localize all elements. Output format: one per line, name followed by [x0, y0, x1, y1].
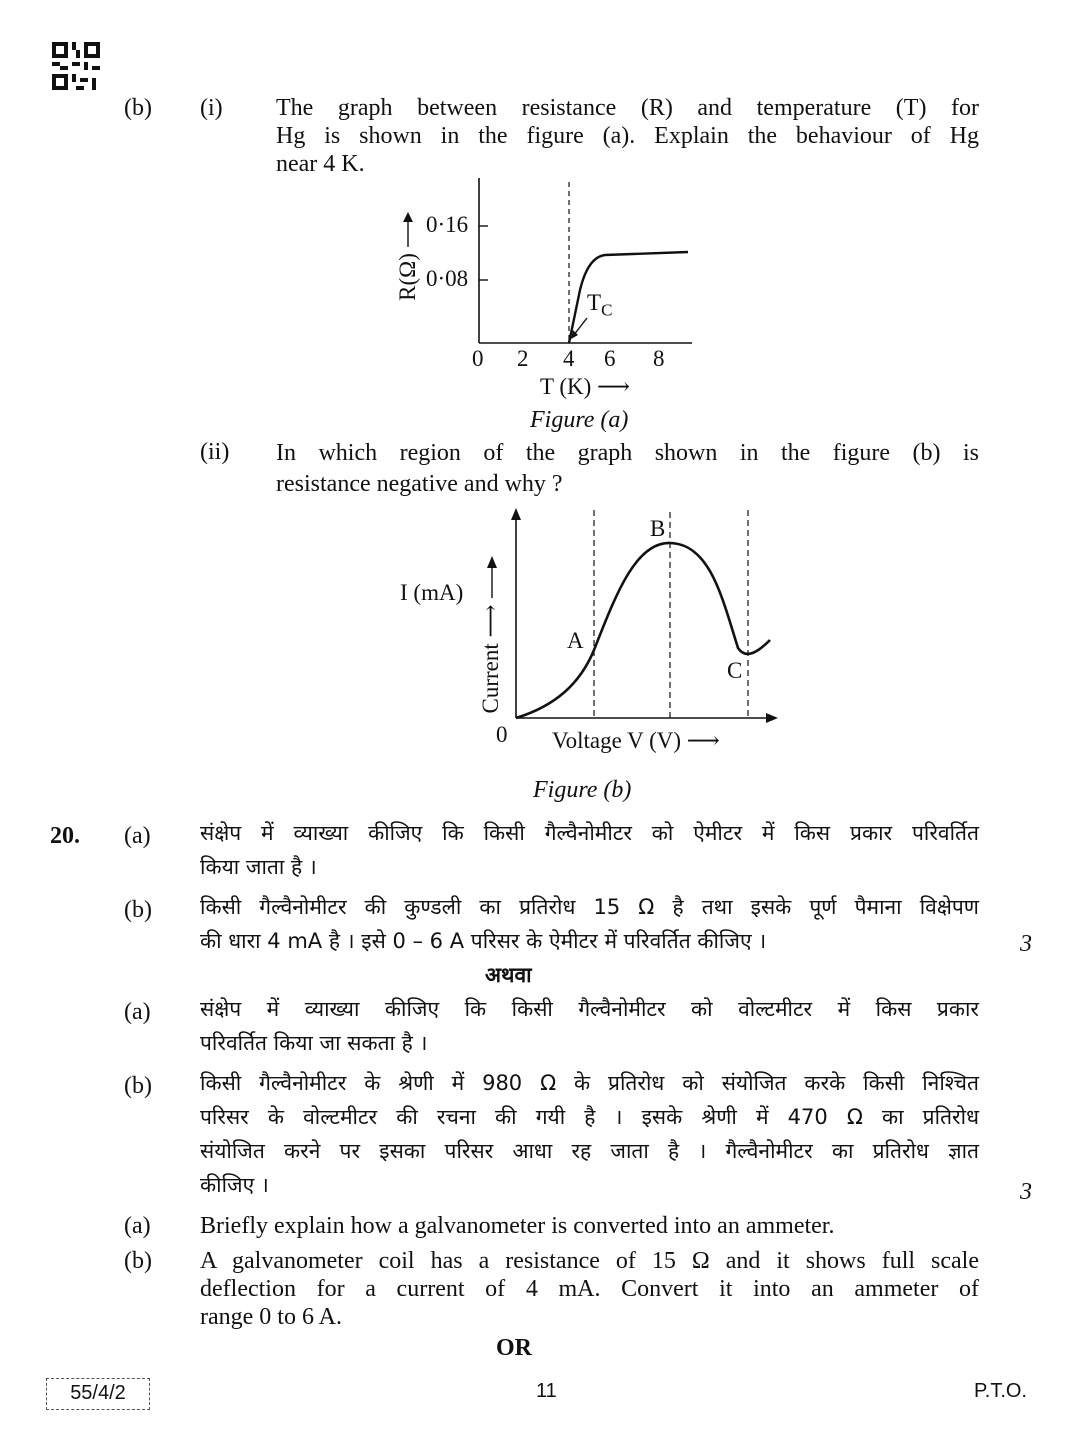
footer-code-box [46, 1378, 150, 1410]
part-label: (a) [124, 999, 151, 1025]
text-line: deflection for a current of 4 mA. Convert it into an ammeter of [200, 1276, 979, 1302]
text-line: किसी गैल्वैनोमीटर के श्रेणी में 980 Ω के प्रतिरोध को संयोजित करके किसी निश्चित [200, 1071, 979, 1095]
page-number: 11 [536, 1380, 557, 1402]
x-axis-label: T (K) ⟶ [540, 374, 631, 399]
text-line: In which region of the graph shown in the figure (b) is [276, 440, 979, 466]
x-tick-label: 6 [604, 346, 616, 371]
hindi-text [200, 816, 979, 884]
text-line: Hg is shown in the figure (a). Explain the behaviour of Hg [276, 123, 979, 149]
text-line: near 4 K. [276, 151, 365, 177]
x-axis-label: Voltage V (V) ⟶ [552, 728, 720, 753]
part-label: (a) [124, 823, 151, 849]
question-number: 20. [50, 823, 80, 849]
figure-b [390, 502, 790, 764]
hindi-text [200, 890, 979, 958]
marks: 3 [1020, 931, 1032, 957]
x-tick-label: 0 [472, 346, 484, 371]
text-line: की धारा 4 mA है । इसे 0 – 6 A परिसर के ऐमीटर में परिवर्तित कीजिए । [200, 929, 767, 953]
unit-label: I (mA) [400, 580, 464, 605]
question-text: Briefly explain how a galvanometer is converted into an ammeter. [200, 1213, 835, 1239]
or-separator: OR [496, 1335, 532, 1361]
footer-code: 55/4/2 [70, 1382, 126, 1404]
hindi-text [200, 992, 979, 1060]
y-tick-label: 0·08 [426, 266, 469, 291]
text-line: range 0 to 6 A. [200, 1304, 342, 1330]
x-tick-label: 2 [517, 346, 529, 371]
text-line: संयोजित करने पर इसका परिसर आधा रह जाता है । गैल्वैनोमीटर का प्रतिरोध ज्ञात [200, 1139, 979, 1163]
critical-temperature-annotation [587, 290, 612, 321]
origin-label: 0 [496, 722, 508, 747]
qr-code-icon [52, 42, 100, 90]
text-line: कीजिए । [200, 1173, 269, 1197]
x-tick-label: 4 [563, 346, 575, 371]
part-label: (a) [124, 1213, 151, 1239]
y-tick-label: 0·16 [426, 212, 469, 237]
marks: 3 [1020, 1179, 1032, 1205]
text-line: resistance negative and why ? [276, 471, 563, 497]
part-label: (b) [124, 1073, 152, 1099]
text-line: किसी गैल्वैनोमीटर की कुण्डली का प्रतिरोध 15 Ω है तथा इसके पूर्ण पैमाना विक्षेपण [200, 895, 979, 919]
text-line: The graph between resistance (R) and temperature (T) for [276, 95, 979, 121]
figure-b-graph [390, 502, 790, 764]
part-label: (b) [124, 897, 152, 923]
part-label: (b) [124, 95, 152, 121]
question-text [276, 94, 979, 178]
x-tick-label: 8 [653, 346, 665, 371]
part-label: (b) [124, 1248, 152, 1274]
text-line: परिसर के वोल्टमीटर की रचना की गयी है । इसके श्रेणी में 470 Ω का प्रतिरोध [200, 1105, 979, 1129]
pto-label: P.T.O. [974, 1380, 1027, 1402]
figure-a [380, 172, 710, 404]
question-text [276, 438, 979, 500]
text-line: A galvanometer coil has a resistance of 15 Ω and it shows full scale [200, 1248, 979, 1274]
text-line: संक्षेप में व्याख्या कीजिए कि किसी गैल्वैनोमीटर को वोल्टमीटर में किस प्रकार [200, 997, 979, 1021]
text-line: परिवर्तित किया जा सकता है । [200, 1031, 428, 1055]
annotation-main: T [587, 290, 602, 315]
point-label-b: B [650, 516, 666, 541]
subpart-label: (i) [200, 95, 223, 121]
point-label-c: C [727, 658, 743, 683]
figure-b-caption: Figure (b) [533, 777, 632, 803]
text-line: किया जाता है । [200, 855, 317, 879]
point-label-a: A [567, 628, 584, 653]
y-axis-label: Current ⟶ [478, 604, 503, 714]
or-separator-hindi: अथवा [485, 963, 532, 987]
question-text [200, 1247, 979, 1331]
annotation-sub: C [601, 300, 613, 320]
y-axis-label: R(Ω) [395, 253, 420, 301]
subpart-label: (ii) [200, 439, 230, 465]
current-curve [516, 543, 770, 718]
hindi-text [200, 1066, 979, 1202]
text-line: संक्षेप में व्याख्या कीजिए कि किसी गैल्वैनोमीटर को ऐमीटर में किस प्रकार परिवर्तित [200, 821, 979, 845]
figure-a-caption: Figure (a) [530, 407, 629, 433]
